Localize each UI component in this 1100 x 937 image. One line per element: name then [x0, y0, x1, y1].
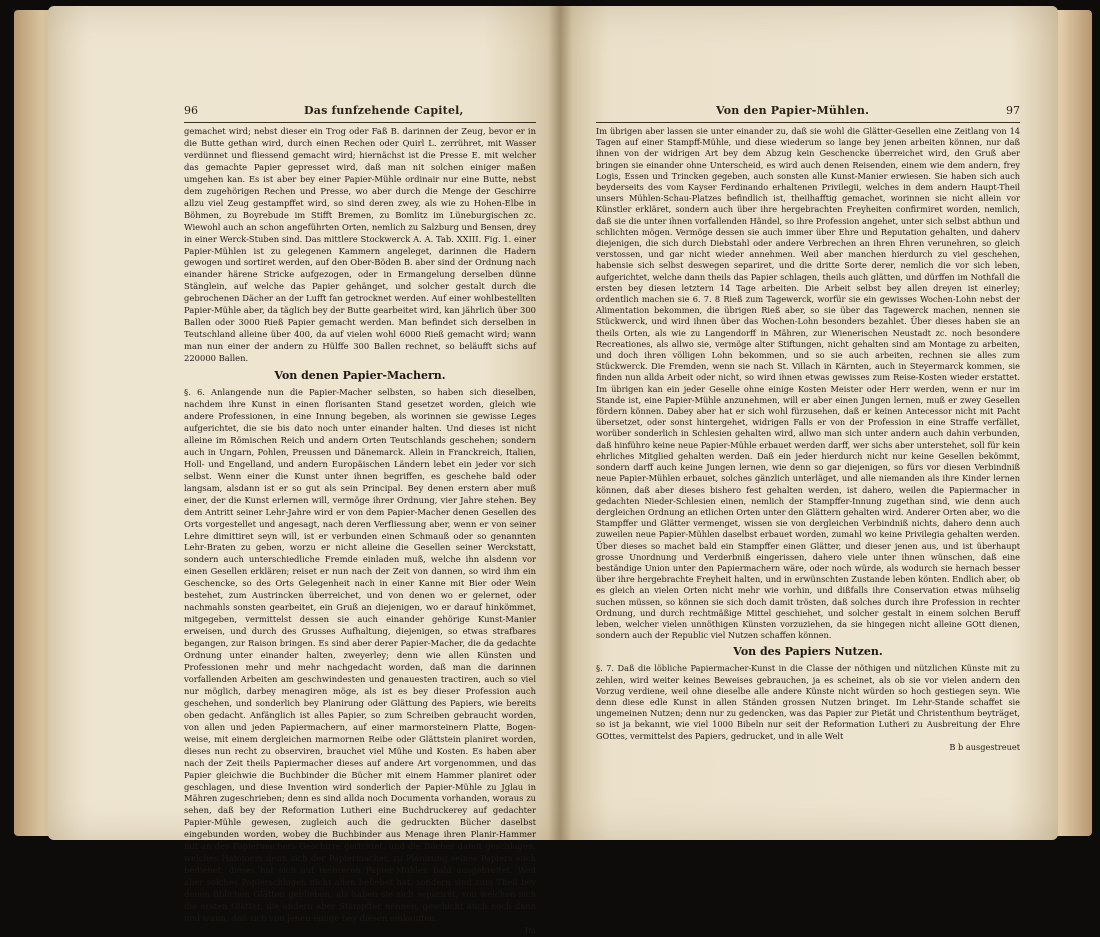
- paragraph-7: §. 7. Daß die löbliche Papiermacher-Kunst in die Classe der nöthigen und nützlichen Künste mit zu zehlen, wird weiter keines Beweises gebrauchen, ja es scheinet, als ob sie vor vielen andern den Vorzug verdiene, weil ohne dieselbe alle andere Künste nicht würden so hoch gestiegen seyn. Wie denn diese edle Kunst in allen Ständen grossen Nutzen bringet. Im Lehr-Stande schaffet sie ungemeinen Nutzen; denn nur zu gedencken, was das Papier zur Pietät und Christenthum beyträget, so ist ja bekannt, wie viel 1000 Bibeln nur seit der Reformation Lutheri zu Ausbreitung der Ehre GOttes, vermittelst des Papiers, gedrucket, und in alle Welt: [596, 663, 1020, 741]
- book-gutter: [548, 6, 572, 840]
- left-paragraph-continued: gemachet wird; nebst dieser ein Trog oder Faß B. darinnen der Zeug, bevor er in die Butte gethan wird, durch einen Rechen oder Quirl L. zerrühret, mit Wasser verdünnet und fliessend gemacht wird; hiernächst ist die Presse E. mit welcher das gemachte Papier gepresset wird, daß man nit solchen einiger maßen umgehen kan. Es ist aber bey einer Papier-Mühle ordinair nur eine Butte, nebst dem zugehörigen Rechen und Presse, wo aber durch die Menge der Geschirre allzu viel Zeug gestampffet wird, so sind deren zwey, als wie zu Hohen-Elbe in Böhmen, zu Boyrebude im Stifft Bremen, zu Bomlitz im Lüneburgischen zc. Wiewohl auch an schon angeführten Orten, nemlich zu Salzburg und Bensen, drey in einer Werck-Stuben sind. Das mittlere Stockwerck A. A. Tab. XXIII. Fig. 1. einer Papier-Mühlen ist zu gelegenen Kammern angeleget, darinnen die Hadern gewogen und sortiret werden, auf den Ober-Böden B. aber sind der Ordnung nach einander härene Stricke aufgezogen, oder in Ermangelung derselben dünne Stänglein, auf welche das Papier gehänget, und solcher gestalt durch die gebrochenen Dächer an der Lufft fan getrocknet werden. Auf einer wohlbestellten Papier-Mühle aber, da täglich bey der Butte gearbeitet wird, kan jährlich über 300 Ballen oder 3000 Rieß Papier gemacht werden. Man befindet sich derselben in Teutschland alleine über 400, da auf vielen wohl 6000 Rieß gemacht wird; wann man nun einer der andern zu Hülffe 300 Ballen rechnet, so beläufft sichs auf 220000 Ballen.: [184, 126, 536, 364]
- left-page: [48, 6, 560, 935]
- right-chapter-title: Von den Papier-Mühlen.: [716, 104, 870, 117]
- open-book: [14, 6, 1092, 935]
- right-section-heading: Von des Papiers Nutzen.: [733, 645, 883, 659]
- left-header-rule: [184, 122, 536, 123]
- left-page-text: [184, 126, 536, 937]
- left-chapter-title: Das funfzehende Capitel,: [304, 104, 464, 117]
- right-paragraph-continued: Im übrigen aber lassen sie unter einander zu, daß sie wohl die Glätter-Gesellen eine Zeitlang von 14 Tagen auf einer Stampff-Mühle, und diese wiederum so lange bey jenen arbeiten können, nur daß ihnen von der widrigen Art bey dem Abzug kein Geschencke überreichet wird, den Gruß aber bringen sie einander ohne Unterscheid, es wird auch denen Reisenden, einem wie dem andern, frey Logis, Essen und Trincken gegeben, auch sonsten alle Kunst-Manier erwiesen. Sie haben sich auch beyderseits des vom Kayser Ferdinando erhaltenen Privilegii, welches in dem andern Haupt-Theil unsers Mühlen-Schau-Platzes befindlich ist, theilhafftig gemachet, worinnen sie nicht allein vor Künstler erkläret, sondern auch über ihre hergebrachten Freyheiten confirmiret worden, nemlich, daß sie die unter ihnen vorfallenden Händel, so ihre Profession angehet, unter sich selbst abthun und schlichten mögen. Vermöge dessen sie auch immer über Ehre und Reputation gehalten, und daherv diejenigen, die sich durch Diebstahl oder andere Verbrechen an ihren Ehren verunehren, so gleich verstossen, und gar nicht wieder annehmen. Weil aber manchen hierdurch zu viel geschehen, habensie sich selbst deswegen separiret, und die dritte Sorte derer, nemlich die vor sich leben, aufgerichtet, welche dann theils das Papier schlagen, theils auch glätten, und dürffen im Nothfall die ersten bey diesen letztern 14 Tage arbeiten. Die Arbeit selbst bey allen dreyen ist einerley; ordentlich machen sie 6. 7. 8 Rieß zum Tagewerck, worfür sie ein gewisses Wochen-Lohn nebst der Alimentation bekommen, die übrigen Rieß aber, so sie über das Tagewerck machen, nennen sie Stückwerck, und wird ihnen über das Wochen-Lohn besonders bezahlet. Über dieses haben sie an theils Orten, als wie zu Langendorff in Mähren, zur Wienerischen Neustadt zc. noch besondere Recreationes, als allwo sie, vermöge alter Stiftungen, nicht gehalten sind am Montage zu arbeiten, und doch ihren völligen Lohn bekommen, und so sie auch arbeiten, rechnen sie alles zum Stückwerck. Die Fremden, wenn sie nach St. Villach in Kärnten, auch in Steyermarck kommen, sie finden nun allda Arbeit oder nicht, so wird ihnen etwas gewisses zum Reise-Kosten wieder erstattet. Im übrigen kan ein jeder Geselle ohne einige Kosten Meister oder Herr werden, wenn er nur im Stande ist, eine Papier-Mühle anzunehmen, will er aber einen Jungen lernen, muß er zwey Gesellen fördern können. Dabey aber hat er sich wohl fürzusehen, daß er keinen Antecessor nicht mit Pacht übersetzet, oder sonst hintergehet, widrigen Falls er von der Profession in eine Straffe verfället, worüber sonderlich in Schlesien gehalten wird, allwo man sich unter andern auch dahin verbunden, daß hinführo keine neue Papier-Mühle erbauet werden darff, wer sichs aber unterstehet, soll für kein ehrliches Mitglied gehalten werden. Daß ein jeder hierdurch nicht nur keine Gesellen bekömmt, sondern darff auch keine Jungen lernen, wie denn so gar diejenigen, so fürs vor diesen Verbindniß neue Papier-Mühlen erbauet, solches gänzlich unterläget, und alle niemanden als ihre Kinder lernen können, daß aber dieses bishero fest gehalten werden, ist dahero, weilen die Papiermacher in gedachten Nieder-Schlesien einen, nemlich der Stampffer-Innung zugethan sind, wie denn auch dergleichen Ordnung an etlichen Orten unter den Glättern gehalten wird. Anderer Orten aber, wo die Stampffer und Glätter vermenget, wissen sie von dergleichen Verbindniß nichts, dahero denn auch zuweilen neue Papier-Mühlen daselbst erbauet worden, zumahl wo keine Privilegia gehalten werden. Über dieses so machet bald ein Stampffer einen Glätter, und dieser jenen aus, und ist überhaupt grosse Unordnung und Verderbniß eingerissen, dahero viele unter ihnen wünschen, daß eine beständige Union unter den Papiermachern wäre, oder noch würde, als wodurch sie hernach besser über ihre hergebrachte Freyheit halten, und in erwünschten Zustande leben könten. Endlich aber, ob es gleich an vielen Orten nicht mehr wie vorhin, und dißfalls ihre Conservation etwas mühselig suchen müssen, so können sie sich doch damit trösten, daß solches durch ihre Profession in rechter Ordnung, und durch rechtmäßige Mittel geschiehet, und solcher gestalt in einem solchen Beruff leben, welcher vielen unnöthigen Künsten vorzuziehen, da sie hingegen nicht alleine GOtt dienen, sondern auch der Republic viel Nutzen schaffen können.: [596, 126, 1020, 641]
- right-header-rule: [596, 122, 1020, 123]
- right-catchword: ausgestreuet: [965, 741, 1020, 752]
- right-footer: [596, 742, 1020, 753]
- page-number-right: 97: [1006, 104, 1020, 117]
- left-section-heading: Von denen Papier-Machern.: [274, 369, 446, 383]
- right-page: [560, 6, 1058, 840]
- signature-mark: B b: [949, 741, 964, 752]
- right-page-text: [596, 126, 1020, 753]
- left-catchword: Im: [524, 924, 536, 935]
- page-number-left: 96: [184, 104, 198, 117]
- paragraph-6: §. 6. Anlangende nun die Papier-Macher selbsten, so haben sich dieselben, nachdem ihre Kunst in einen florisanten Stand gesetzet worden, gleich wie andere Professionen, in eine Innung begeben, als worinnen sie gewisse Leges aufgerichtet, die sie bis dato noch unter einander halten. Und dieses ist nicht alleine im Römischen Reich und andern Orten Teutschlands geschehen; sondern auch in Ungarn, Pohlen, Preussen und Dänemarck. Allein in Franckreich, Italien, Holl- und Engelland, und andern Europäischen Ländern lebet ein jeder vor sich selbst. Wenn einer die Kunst unter ihnen begriffen, es geschehe bald oder langsam, alsdann ist er so gut als sein Principal. Bey denen erstern aber muß einer, der die Kunst erlernen will, vermöge ihrer Ordnung, vier Jahre stehen. Bey dem Antritt seiner Lehr-Jahre wird er von dem Papier-Macher denen Gesellen des Orts vorgestellet und angesagt, nach deren Verfliessung aber, wenn er von seiner Lehre dimittiret seyn will, ist er verbunden einen Schmauß oder so genannten Lehr-Braten zu geben, worzu er nicht alleine die Gesellen seiner Werckstatt, sondern auch unterschiedliche Fremde einladen muß, welche ihn alsdenn vor einen Gesellen erklären; reiset er nun nach der Zeit von dannen, so wird ihm ein Geschencke, so des Orts Gelegenheit nach in einer Kanne mit Bier oder Wein bestehet, zum Austrincken überreichet, und von denen wo er gelernet, oder nachmahls sonsten gearbeitet, ein Gruß an diejenigen, wo er darauf hinkömmet, mitgegeben, vermittelst dessen sie auch einander gehörige Kunst-Manier erweisen, und durch des Grusses Aufhaltung, diejenigen, so etwas strafbares begangen, zur Raison bringen. Es sind aber derer Papier-Macher, die da gedachte Ordnung unter einander halten, zweyerley; denn wie allen Künsten und Professionen mehr und mehr nachgedacht worden, daß man die darinnen vorfallenden Arbeiten am geschwindesten und genauesten tractiren, auch so viel nur möglich, darbey menagiren möge, als ist es bey dieser Profession auch geschehen, und sonderlich bey Planirung oder Glättung des Papiers, wie bereits oben gedacht. Anfänglich ist alles Papier, so zum Schreiben gebraucht worden, von allen und jeden Papiermachern, auf einer marmorsteinern Platte, Bogen-weise, mit einem dergleichen marmornen Reibe oder Glättstein planiret worden, dieses nun recht zu observiren, brauchet viel Mühe und Kosten. Es haben aber nach der Zeit theils Papiermacher dieses auf andere Art vorgenommen, und das Papier gleichwie die Buchbinder die Bücher mit einem Hammer planiret oder geschlagen, und diese Invention wird sonderlich der Papier-Mühle zu Jglau in Mähren zugeschrieben; denn es sind allda noch Documenta vorhanden, woraus zu sehen, daß bey der Reformation Lutheri eine Buchdruckerey auf gedachter Papier-Mühle gewesen, zugleich auch die gedruckten Bücher daselbst eingebunden worden, wobey die Buchbinder aus Menage ihren Planir-Hammer mit an des Papiermachers Geschirre gerichtet, und die Bücher damit geschlagen, welches Hammers denn sich der Papiermacher, zu Planirung seines Papiers auch bedienet, dieses hat sich auf mehreren Papier-Mühlen bald ausgebreitet. Weil aber solches Papierschlagen nicht allen beliebet hat, sondern sind zum Theil bey denen üblichen Glätten geblieben, als haben sie sich separiret, von welchen sich die ersten Glätter, die andern aber Stampffer nennen, geschicht auch noch dann und wann, daß sich von jenen einige bey diesen einkauffen.: [184, 387, 536, 923]
